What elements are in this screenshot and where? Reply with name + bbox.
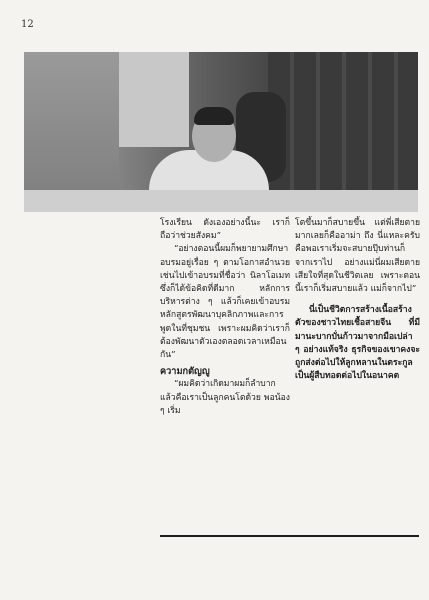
right-text-column xyxy=(295,217,420,383)
photo-person-hair xyxy=(194,107,234,125)
left-paragraph-1: โรงเรียน ดังเองอย่างนี้นะ เราก็ถือว่าช่วยสังคม” xyxy=(160,218,290,242)
page-number: 12 xyxy=(21,19,34,30)
right-paragraph-1: โตขึ้นมาก็สบายขึ้น แต่พี่เสียตายมากเลยก็คืออาม่า ถึง นี่แหละครับคือพอเราเริ่มจะสบายปุ๊บท่านก็จากเราไป อย่างแม่นี่ผมเสียดายเสียใจที่สุดในชีวิตเลย เพราะตอนนี้เราก็เริ่มสบายแล้ว แม่ก็จากไป” xyxy=(295,218,420,295)
photo-wall xyxy=(24,52,119,212)
bottom-rule xyxy=(160,535,419,537)
portrait-photo xyxy=(24,52,418,212)
photo-window xyxy=(119,52,189,147)
right-paragraph-2: นี่เป็นชีวิตการสร้างเนื้อสร้างตัวของชาวไทยเชื้อสายจีน ที่มีมานะบากบั่นก้าวมาจากมือเปล่า ๆ อย่างแท้จริง ธุรกิจของเขาคงจะถูกส่งต่อไปให้ลูกหลานในตระกูลเป็นผู้สืบทอดต่อไปในอนาคต xyxy=(295,305,420,382)
left-paragraph-3: “ผมคิดว่าเกิดมาผมก็ลำบากแล้วคือเราเป็นลูกคนโตด้วย พอน้อง ๆ เริ่ม xyxy=(160,379,290,416)
left-text-column xyxy=(160,217,290,418)
left-paragraph-2: “อย่างตอนนี้ผมก็พยายามศึกษาอบรมอยู่เรื่อย ๆ ตามโอกาสอำนวย เช่นไปเข้าอบรมที่ชื่อว่า นิลาโอเมท ซึ่งก็ได้ข้อคิดที่ดีมาก หลักการบริหารต่าง ๆ แล้วก็เคยเข้าอบรมหลักสูตรพัฒนาบุคลิกภาพและการพูดในที่ชุมชน เพราะผมคิดว่าเราก็ต้องพัฒนาตัวเองตลอดเวลาเหมือนกัน” xyxy=(160,244,290,361)
photo-bookshelf xyxy=(268,52,418,212)
section-heading: ความกตัญญู xyxy=(160,366,210,378)
photo-desk xyxy=(24,190,418,212)
